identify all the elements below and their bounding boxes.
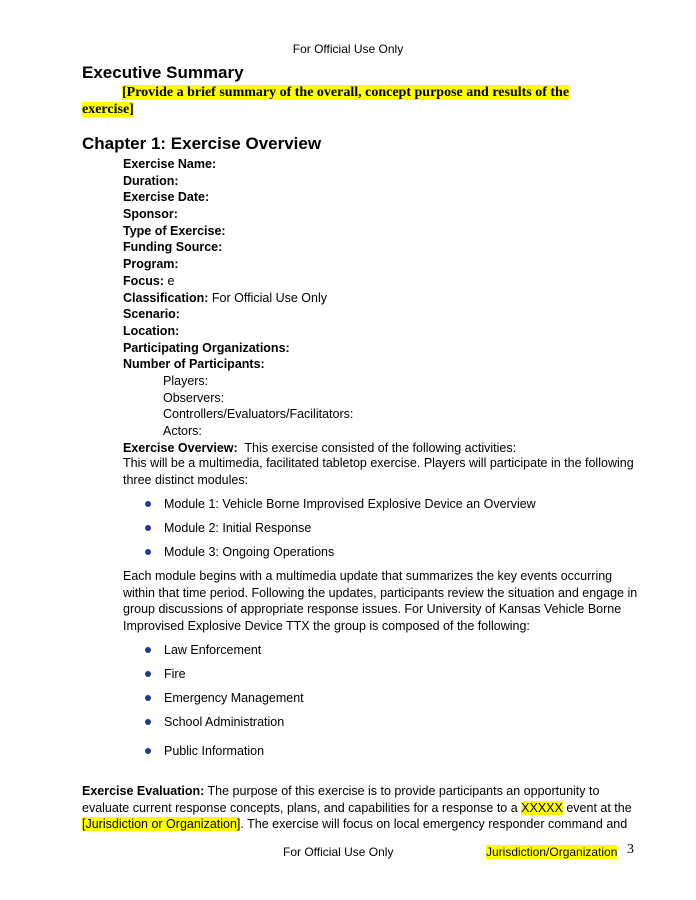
field-participating-organizations: Participating Organizations: — [123, 340, 290, 355]
bullet-icon — [145, 695, 151, 701]
field-exercise-date: Exercise Date: — [123, 190, 210, 205]
participant-observers: Observers: — [163, 390, 225, 405]
footer-text: For Official Use Only — [283, 845, 394, 859]
executive-summary-heading: Executive Summary — [82, 63, 244, 82]
exercise-evaluation-paragraph: Exercise Evaluation: The purpose of this exercise is to provide participants an opportunity to evaluate current response concepts, plans, and capabilities for a response to a XXXXX event at the [Jurisdiction or Organization]. The exercise will focus on local emergency responder command and — [82, 784, 632, 832]
page-number: 3 — [627, 842, 634, 857]
overview-paragraph: This will be a multimedia, facilitated tabletop exercise. Players will participate in the following three distinct modules: — [123, 456, 634, 487]
field-type-of-exercise: Type of Exercise: — [123, 223, 226, 238]
exercise-overview-line: Exercise Overview: This exercise consisted of the following activities: — [123, 440, 517, 455]
module-paragraph: Each module begins with a multimedia update that summarizes the key events occurring within that time period. Following the updates, participants review the situation and engage in group discussions of appropriate response issues. For University of Kansas Vehicle Borne Improvised Explosive Device TTX the group is composed of the following: — [123, 569, 638, 633]
modules-list — [123, 496, 536, 560]
bullet-icon — [145, 525, 151, 531]
field-duration: Duration: — [123, 173, 179, 188]
field-location: Location: — [123, 323, 180, 338]
field-sponsor: Sponsor: — [123, 207, 178, 222]
list-item: School Administration — [123, 714, 304, 730]
bullet-icon — [145, 647, 151, 653]
bullet-icon — [145, 671, 151, 677]
field-focus: Focus: e — [123, 273, 175, 288]
chapter-1-heading: Chapter 1: Exercise Overview — [82, 134, 322, 153]
bullet-icon — [145, 501, 151, 507]
list-item: Emergency Management — [123, 690, 304, 706]
bullet-icon — [145, 748, 151, 754]
field-funding-source: Funding Source: — [123, 240, 223, 255]
field-classification: Classification: For Official Use Only — [123, 290, 327, 305]
field-number-of-participants: Number of Participants: — [123, 357, 265, 372]
list-item: Fire — [123, 666, 304, 682]
list-item: Law Enforcement — [123, 642, 304, 658]
field-exercise-name: Exercise Name: — [123, 157, 217, 171]
executive-summary-note — [82, 84, 602, 118]
groups-list — [123, 642, 304, 759]
list-item: Public Information — [123, 743, 304, 759]
executive-summary-note-text: [Provide a brief summary of the overall, concept purpose and results of the exercise] — [82, 85, 570, 117]
page-header: For Official Use Only — [292, 42, 404, 56]
field-scenario: Scenario: — [123, 307, 180, 322]
list-item: Module 2: Initial Response — [123, 520, 536, 536]
participant-players: Players: — [163, 373, 209, 388]
participant-actors: Actors: — [163, 424, 202, 438]
exercise-fields — [123, 156, 516, 456]
field-program: Program: — [123, 257, 179, 272]
participant-controllers: Controllers/Evaluators/Facilitators: — [163, 407, 354, 422]
bullet-icon — [145, 719, 151, 725]
footer-jurisdiction: Jurisdiction/Organization — [486, 845, 618, 859]
bullet-icon — [145, 549, 151, 555]
list-item: Module 1: Vehicle Borne Improvised Explosive Device an Overview — [123, 496, 536, 512]
list-item: Module 3: Ongoing Operations — [123, 544, 536, 560]
